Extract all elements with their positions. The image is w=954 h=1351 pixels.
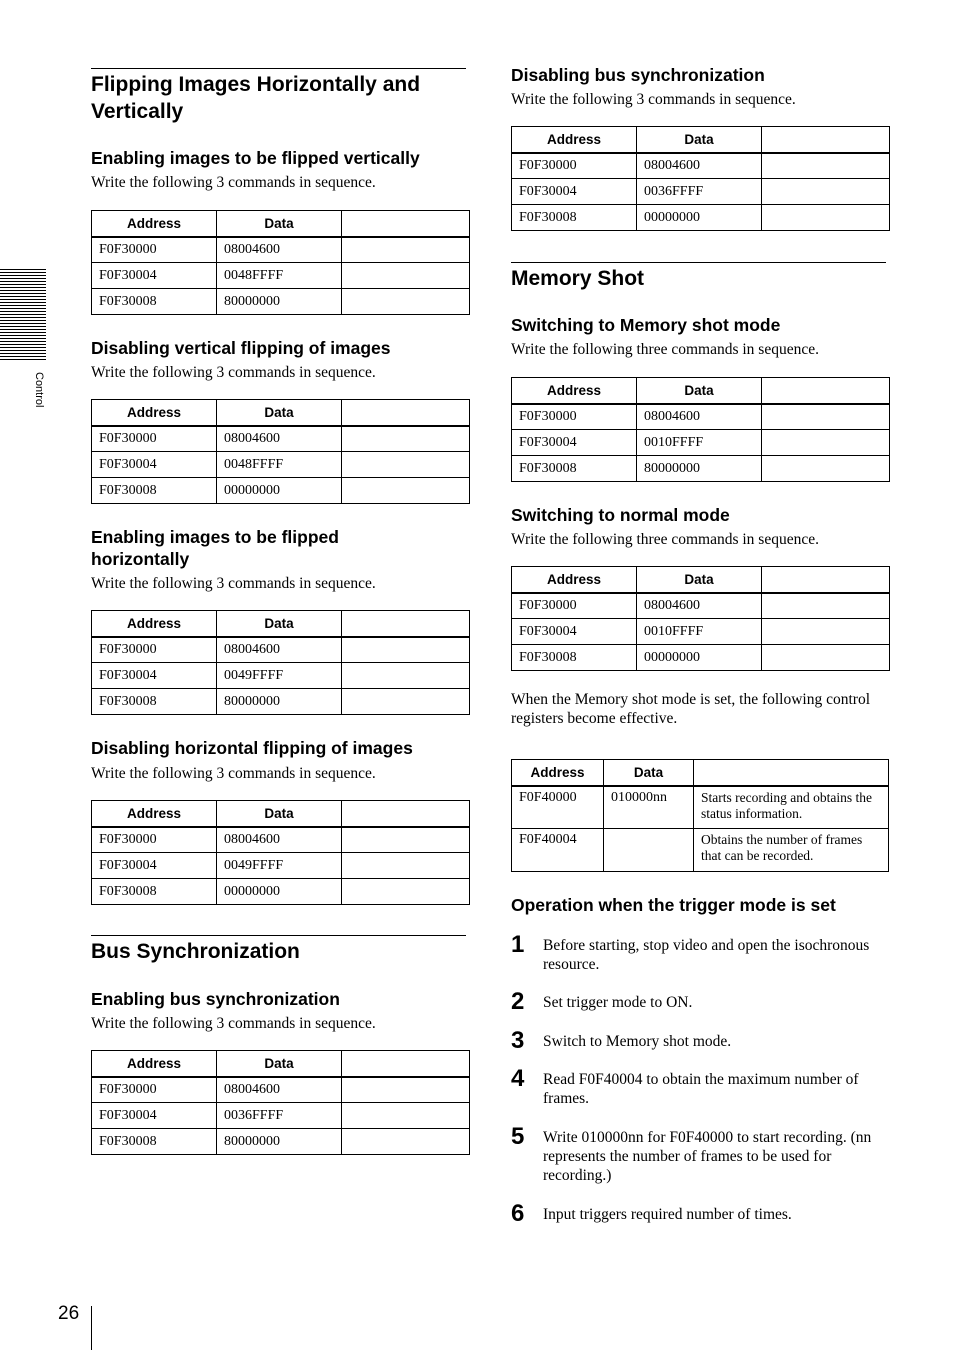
table-row [92, 663, 470, 689]
address-cell: F0F30000 [512, 593, 637, 619]
blank-cell [762, 153, 890, 179]
data-cell: 08004600 [217, 237, 342, 263]
address-cell: F0F40000 [512, 786, 604, 829]
address-cell: F0F30000 [92, 827, 217, 853]
column-header-blank [342, 801, 470, 827]
column-header-data: Data [637, 378, 762, 404]
blank-cell [762, 456, 890, 482]
page-number-rule [91, 1306, 92, 1350]
address-cell: F0F30008 [512, 205, 637, 231]
data-cell [604, 829, 694, 872]
address-cell: F0F30004 [92, 853, 217, 879]
table-row [92, 263, 470, 289]
table-row [512, 430, 890, 456]
data-cell: 08004600 [637, 404, 762, 430]
blank-cell [342, 637, 470, 663]
data-cell: 0049FFFF [217, 853, 342, 879]
instruction-text: Write the following 3 commands in sequence. [91, 364, 376, 381]
data-cell: 80000000 [217, 689, 342, 715]
table-row [512, 153, 890, 179]
address-cell: F0F30004 [92, 263, 217, 289]
section-tab-label: Control [33, 372, 45, 408]
section-title-flipping: Flipping Images Horizontally and Vertically [91, 68, 466, 125]
column-header-blank [342, 211, 470, 237]
blank-cell [342, 289, 470, 315]
column-header-blank [762, 567, 890, 593]
data-cell: 08004600 [637, 153, 762, 179]
data-cell: 08004600 [217, 827, 342, 853]
register-table [511, 377, 890, 482]
registers-note: When the Memory shot mode is set, the following control registers become effective. [511, 691, 871, 727]
table-row [92, 237, 470, 263]
blank-cell [762, 645, 890, 671]
column-header-blank [342, 611, 470, 637]
data-cell: 0049FFFF [217, 663, 342, 689]
blank-cell [762, 593, 890, 619]
data-cell: 08004600 [637, 593, 762, 619]
address-cell: F0F30004 [512, 430, 637, 456]
blank-cell [342, 689, 470, 715]
address-cell: F0F30000 [512, 153, 637, 179]
address-cell: F0F30004 [512, 619, 637, 645]
column-header-data: Data [637, 567, 762, 593]
address-cell: F0F30004 [512, 179, 637, 205]
address-cell: F0F30008 [512, 645, 637, 671]
data-cell: 80000000 [637, 456, 762, 482]
data-cell: 00000000 [637, 205, 762, 231]
column-header-address: Address [92, 801, 217, 827]
table-row [512, 593, 890, 619]
address-cell: F0F30004 [92, 663, 217, 689]
address-cell: F0F30008 [92, 689, 217, 715]
address-cell: F0F30004 [92, 452, 217, 478]
table-row [92, 426, 470, 452]
instruction-text: Write the following three commands in sequence. [511, 341, 819, 358]
blank-cell [342, 426, 470, 452]
data-cell: 00000000 [217, 478, 342, 504]
data-cell: 00000000 [637, 645, 762, 671]
data-cell: 08004600 [217, 426, 342, 452]
table-row [92, 853, 470, 879]
table-row [512, 829, 889, 872]
subsection-title-bus-sync-disable: Disabling bus synchronization [511, 65, 765, 85]
data-cell: 08004600 [217, 637, 342, 663]
table-row [92, 452, 470, 478]
subsection-title-trigger-mode: Operation when the trigger mode is set [511, 895, 836, 915]
step-text: Before starting, stop video and open the isochronous resource. [543, 937, 870, 973]
address-cell: F0F30008 [92, 1129, 217, 1155]
table-row [512, 786, 889, 829]
blank-cell [342, 1129, 470, 1155]
table-row [92, 1103, 470, 1129]
step-number: 5 [511, 1123, 525, 1150]
column-header-address: Address [512, 378, 637, 404]
table-row [92, 637, 470, 663]
column-header-blank [694, 760, 889, 786]
data-cell: 0036FFFF [217, 1103, 342, 1129]
address-cell: F0F30008 [92, 289, 217, 315]
address-cell: F0F30008 [512, 456, 637, 482]
register-table [91, 610, 470, 715]
instruction-text: Write the following 3 commands in sequence. [91, 174, 376, 191]
instruction-text: Write the following 3 commands in sequence. [91, 575, 376, 592]
data-cell: 0048FFFF [217, 263, 342, 289]
address-cell: F0F30000 [92, 1077, 217, 1103]
subsection-title-flip-vertical-enable: Enabling images to be flipped vertically [91, 148, 420, 168]
data-cell: 08004600 [217, 1077, 342, 1103]
column-header-address: Address [92, 1051, 217, 1077]
step-number: 1 [511, 931, 525, 958]
section-title-bus-sync: Bus Synchronization [91, 935, 466, 965]
data-cell: 0010FFFF [637, 430, 762, 456]
column-header-address: Address [92, 400, 217, 426]
table-row [92, 827, 470, 853]
column-header-data: Data [217, 211, 342, 237]
section-tab-marker [0, 269, 46, 360]
blank-cell [342, 478, 470, 504]
blank-cell [342, 853, 470, 879]
address-cell: F0F30000 [92, 426, 217, 452]
column-header-data: Data [217, 801, 342, 827]
instruction-text: Write the following three commands in sequence. [511, 531, 819, 548]
register-table [511, 126, 890, 231]
data-cell: 0010FFFF [637, 619, 762, 645]
address-cell: F0F30000 [92, 237, 217, 263]
blank-cell [342, 1077, 470, 1103]
register-table [91, 210, 470, 315]
address-cell: F0F30008 [92, 879, 217, 905]
subsection-title-flip-horizontal-enable: Enabling images to be flipped horizontally [91, 527, 339, 569]
address-cell: F0F30004 [92, 1103, 217, 1129]
column-header-blank [342, 1051, 470, 1077]
data-cell: 010000nn [604, 786, 694, 829]
column-header-data: Data [604, 760, 694, 786]
blank-cell [342, 827, 470, 853]
subsection-title-bus-sync-enable: Enabling bus synchronization [91, 989, 340, 1009]
blank-cell [762, 179, 890, 205]
blank-cell [762, 205, 890, 231]
table-row [512, 404, 890, 430]
step-text: Set trigger mode to ON. [543, 994, 693, 1011]
column-header-data: Data [637, 127, 762, 153]
instruction-text: Write the following 3 commands in sequence. [511, 91, 796, 108]
address-cell: F0F40004 [512, 829, 604, 872]
blank-cell [762, 619, 890, 645]
table-row [92, 289, 470, 315]
table-row [512, 645, 890, 671]
step-text: Read F0F40004 to obtain the maximum number of frames. [543, 1071, 859, 1107]
data-cell: 00000000 [217, 879, 342, 905]
register-table [91, 1050, 470, 1155]
column-header-data: Data [217, 400, 342, 426]
step-number: 2 [511, 988, 525, 1015]
table-row [92, 1129, 470, 1155]
instruction-text: Write the following 3 commands in sequence. [91, 765, 376, 782]
register-table [511, 566, 890, 671]
subsection-title-normal-mode: Switching to normal mode [511, 505, 730, 525]
table-row [512, 456, 890, 482]
data-cell: 0048FFFF [217, 452, 342, 478]
table-row [92, 478, 470, 504]
blank-cell [342, 1103, 470, 1129]
address-cell: F0F30000 [92, 637, 217, 663]
table-row [512, 619, 890, 645]
address-cell: F0F30000 [512, 404, 637, 430]
step-number: 4 [511, 1065, 525, 1092]
description-cell: Obtains the number of frames that can be recorded. [694, 829, 889, 872]
step-text: Write 010000nn for F0F40000 to start recording. (nn represents the number of frames to be used for recording.) [543, 1129, 872, 1184]
column-header-address: Address [92, 611, 217, 637]
step-text: Input triggers required number of times. [543, 1206, 792, 1223]
step-text: Switch to Memory shot mode. [543, 1033, 732, 1050]
blank-cell [762, 404, 890, 430]
column-header-data: Data [217, 1051, 342, 1077]
column-header-address: Address [512, 567, 637, 593]
table-row [92, 879, 470, 905]
table-row [92, 1077, 470, 1103]
column-header-blank [762, 378, 890, 404]
data-cell: 80000000 [217, 1129, 342, 1155]
column-header-address: Address [512, 760, 604, 786]
column-header-blank [762, 127, 890, 153]
subsection-title-memory-mode: Switching to Memory shot mode [511, 315, 781, 335]
subsection-title-flip-vertical-disable: Disabling vertical flipping of images [91, 338, 391, 358]
blank-cell [342, 879, 470, 905]
subsection-title-flip-horizontal-disable: Disabling horizontal flipping of images [91, 738, 413, 758]
table-row [512, 179, 890, 205]
control-register-table [511, 759, 889, 872]
blank-cell [342, 263, 470, 289]
column-header-data: Data [217, 611, 342, 637]
address-cell: F0F30008 [92, 478, 217, 504]
description-cell: Starts recording and obtains the status information. [694, 786, 889, 829]
register-table [91, 399, 470, 504]
register-table [91, 800, 470, 905]
blank-cell [762, 430, 890, 456]
column-header-address: Address [512, 127, 637, 153]
column-header-address: Address [92, 211, 217, 237]
page-number: 26 [58, 1303, 80, 1324]
blank-cell [342, 663, 470, 689]
instruction-text: Write the following 3 commands in sequence. [91, 1015, 376, 1032]
table-row [512, 205, 890, 231]
data-cell: 0036FFFF [637, 179, 762, 205]
blank-cell [342, 237, 470, 263]
step-number: 6 [511, 1200, 525, 1227]
step-number: 3 [511, 1027, 525, 1054]
column-header-blank [342, 400, 470, 426]
blank-cell [342, 452, 470, 478]
section-title-memory-shot: Memory Shot [511, 262, 886, 292]
table-row [92, 689, 470, 715]
data-cell: 80000000 [217, 289, 342, 315]
